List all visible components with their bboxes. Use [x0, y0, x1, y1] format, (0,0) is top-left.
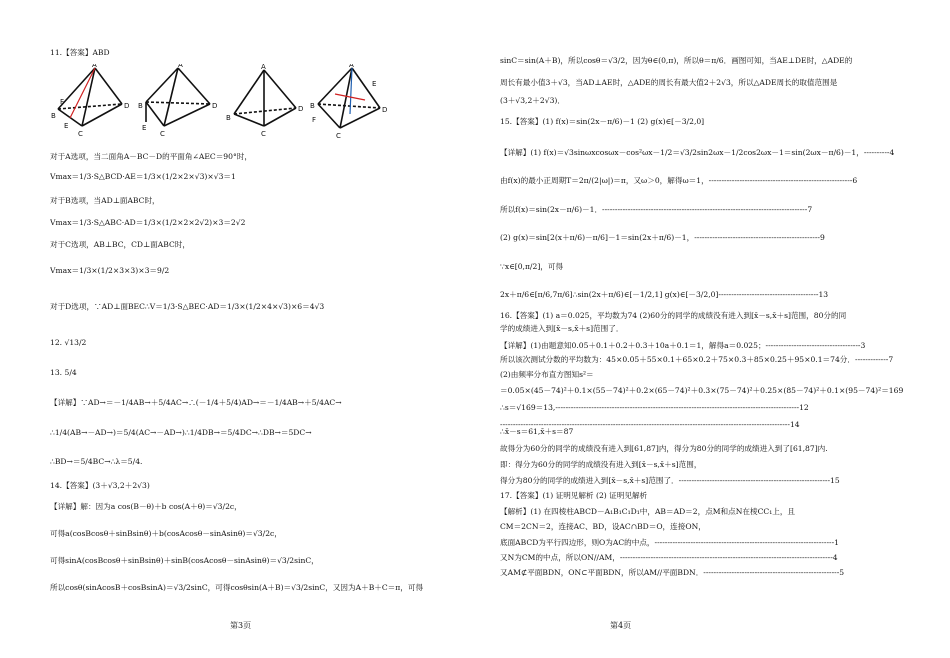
fig-label: C: [336, 132, 341, 140]
fig-label: C: [160, 130, 165, 138]
text-line: Vmax＝1/3·S△ABC·AD＝1/3×(1/2×2×2√2)×3＝2√2: [50, 218, 246, 227]
fig-label: A: [349, 64, 354, 69]
fig-label: A: [178, 64, 183, 69]
text-line: 对于B选项，当AD⊥面ABC时，: [50, 196, 160, 205]
text-line: 又AM⊄平面BDN，ON⊂平面BDN，所以AM//平面BDN．-----------------------------------------------------5: [500, 568, 845, 577]
text-line: ∴1/4(AB→－AD→)＝5/4(AC→－AD→)∴1/4DB→＝5/4DC→∴DB→＝5DC→: [50, 428, 312, 437]
text-line: 15.【答案】(1) f(x)＝sin(2x－π/6)－1 (2) g(x)∈[－3/2,0]: [500, 117, 705, 126]
fig-label: B: [226, 114, 231, 122]
fig-label: E: [372, 80, 377, 88]
text-line: 13. 5/4: [50, 368, 77, 377]
text-line: 【详解】∵AD→＝－1/4AB→＋5/4AC→∴(－1/4＋5/4)AD→＝－1/4AB→＋5/4AC→: [50, 398, 342, 407]
text-line: 周长有最小值3＋√3，当AD⊥AE时，△ADE的周长有最大值2＋2√3，所以△ADE周长的取值范围是: [500, 78, 838, 87]
text-line: 【详解】(1) f(x)＝√3sinωxcosωx－cos²ωx－1/2＝√3/2sin2ωx－1/2cos2ωx－1＝sin(2ωx－π/6)－1，----------4: [500, 148, 895, 157]
tetrahedron-figure-3-icon: [234, 70, 296, 126]
fig-label: C: [261, 130, 266, 138]
text-line: sinC＝sin(A＋B)，所以cosθ＝√3/2，因为θ∈(0,π)，所以θ＝π/6．画图可知，当AE⊥DE时，△ADE的: [500, 56, 853, 65]
q11-answer: 11.【答案】ABD: [50, 48, 110, 57]
fig-label: B: [51, 112, 56, 120]
text-line: 对于D选项，∵AD⊥面BEC∴V＝1/3·S△BEC·AD＝1/3×(1/2×4×√3)×6＝4√3: [50, 302, 325, 311]
text-line: ∴s＝√169＝13,-----------------------------------------------------------------------------------------------12: [500, 403, 809, 412]
text-line: 底面ABCD为平行四边形，则O为AC的中点，----------------------------------------------------------------------1: [500, 538, 839, 547]
text-line: ∴BD→＝5/4BC→∴λ＝5/4.: [50, 457, 143, 466]
text-line: (2)由频率分布直方图知s²＝: [500, 370, 594, 379]
fig-label: B: [138, 102, 143, 110]
text-line: (2) g(x)＝sin[2(x＋π/6)－π/6]－1＝sin(2x＋π/6)－1，-------------------------------------------------9: [500, 233, 825, 242]
fig-label: A: [92, 64, 97, 69]
text-line: Vmax＝1/3·S△BCD·AE＝1/3×(1/2×2×√3)×√3＝1: [50, 172, 236, 181]
fig-label: F: [60, 98, 65, 106]
fig-label: B: [310, 102, 315, 110]
text-line: 16.【答案】(1) a＝0.025，平均数为74 (2)60分的同学的成绩没有进入到[x̄－s,x̄＋s]范围，80分的同: [500, 311, 847, 320]
text-line: 所以f(x)＝sin(2x－π/6)－1．--------------------------------------------------------------------------------7: [500, 205, 813, 214]
text-line: ∵x∈[0,π/2]，可得: [500, 262, 564, 271]
tetrahedron-figure-1-icon: [58, 68, 122, 126]
text-line: 对于A选项，当二面角A－BC－D的平面角∠AEC＝90°时，: [50, 152, 252, 161]
text-line: 对于C选项，AB⊥BC，CD⊥面ABC时，: [50, 240, 190, 249]
text-line: 故得分为60分的同学的成绩没有进入到[61,87]内，得分为80分的同学的成绩进入到了[61,87]内.: [500, 444, 828, 453]
right-page: [475, 0, 950, 658]
fig-label: D: [298, 105, 304, 113]
page-number: 第4页: [610, 621, 632, 630]
text-line: 14.【答案】(3＋√3,2＋2√3): [50, 481, 150, 490]
text-line: 2x＋π/6∈[π/6,7π/6]∴sin(2x＋π/6)∈[－1/2,1] g(x)∈[－3/2,0]---------------------------------------13: [500, 290, 829, 299]
page-number: 第3页: [230, 621, 252, 630]
text-line: 可得a(cosBcosθ＋sinBsinθ)＋b(cosAcosθ－sinAsinθ)＝√3/2c，: [50, 529, 282, 538]
text-line: 【解析】(1) 在四棱柱ABCD－A₁B₁C₁D₁中，AB＝AD＝2，点M和点N在棱CC₁上，且: [500, 507, 796, 516]
text-line: 学的成绩进入到[x̄－s,x̄＋s]范围了．: [500, 324, 624, 333]
text-line: ＝0.05×(45－74)²＋0.1×(55－74)²＋0.2×(65－74)²＋0.3×(75－74)²＋0.25×(85－74)²＋0.1×(95－74)²＝169: [500, 386, 904, 395]
fig-label: F: [312, 116, 317, 124]
text-line: 又N为CM的中点，所以ON//AM，-----------------------------------------------------------------------------------4: [500, 553, 838, 562]
fig-label: E: [142, 124, 147, 132]
fig-label: D: [124, 102, 130, 110]
text-line: 得分为80分的同学的成绩进入到[x̄－s,x̄＋s]范围了．-----------------------------------------------------------15: [500, 476, 840, 485]
text-line: 所以cosθ(sinAcosB＋cosBsinA)＝√3/2sinC，可得cosθsin(A＋B)＝√3/2sinC，又因为A＋B＋C＝π，可得: [50, 583, 424, 592]
tetrahedron-figures: [50, 64, 390, 146]
fig-label: C: [78, 130, 83, 138]
text-line: Vmax＝1/3×(1/2×3×3)×3＝9/2: [50, 266, 170, 275]
text-line: 由f(x)的最小正周期T＝2π/(2|ω|)＝π，又ω＞0，解得ω＝1，--------------------------------------------------------6: [500, 176, 858, 185]
text-line: 【详解】解：因为a cos(B－θ)＋b cos(A＋θ)＝√3/2c，: [50, 502, 242, 511]
text-line: 12. √13/2: [50, 338, 87, 347]
text-line: 所以该次测试分数的平均数为：45×0.05＋55×0.1＋65×0.2＋75×0.3＋85×0.25＋95×0.1＝74分．-------------7: [500, 355, 894, 364]
fig-label: A: [261, 64, 266, 71]
text-line: (3＋√3,2＋2√3)．: [500, 96, 565, 105]
text-line: -----------------------------------------------------------------------------------------------------------------14: [500, 420, 800, 429]
fig-label: D: [212, 102, 218, 110]
fig-label: E: [64, 122, 69, 130]
text-line: 【详解】(1)由题意知0.05＋0.1＋0.2＋0.3＋10a＋0.1＝1，解得a＝0.025；-------------------------------------3: [500, 341, 866, 350]
text-line: 可得sinA(cosBcosθ＋sinBsinθ)＋sinB(cosAcosθ－sinAsinθ)＝√3/2sinC，: [50, 556, 319, 565]
text-line blue: 17.【答案】(1) 证明见解析 (2) 证明见解析: [500, 491, 648, 500]
text-line: CM＝2CN＝2，连接AC、BD，设AC∩BD＝O，连接ON，: [500, 522, 706, 531]
text-line: ∴x̄－s＝61,x̄＋s＝87: [500, 427, 574, 436]
tetrahedron-figure-4-icon: [318, 68, 380, 128]
text-line: 即：得分为60分的同学的成绩没有进入到[x̄－s,x̄＋s]范围，: [500, 460, 702, 469]
tetrahedron-figure-2-icon: [146, 68, 210, 126]
fig-label: D: [382, 106, 388, 114]
